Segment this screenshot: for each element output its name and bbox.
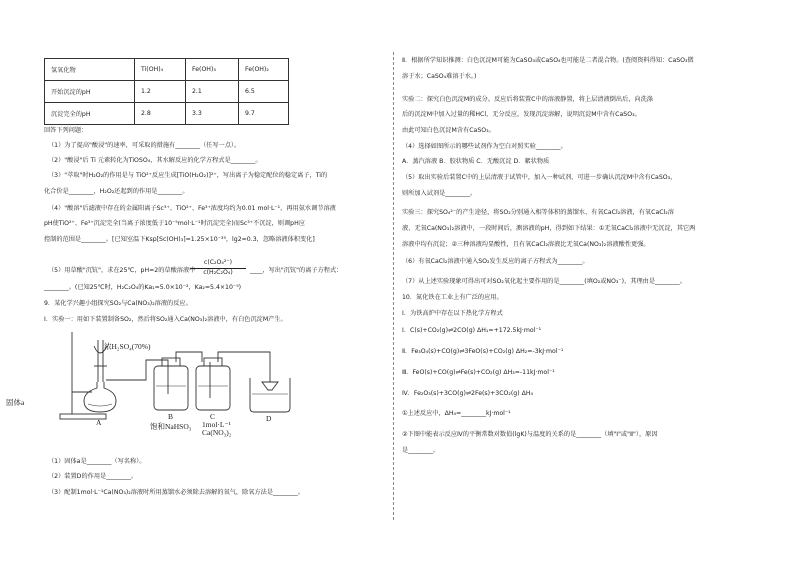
text-line: Ⅲ．FeO(s)+CO(g)⇌Fe(s)+CO₂(g) ΔH₃=-11kJ·mol⁻¹ <box>402 369 555 376</box>
apparatus-drawing <box>50 328 340 433</box>
text-line: （7）从上述实验现象可得出可对SO₂氧化起主要作用的是________(填O₂或NO₃⁻)，其理由是________。 <box>402 278 686 285</box>
text-line: 溶于水；CaSO₄难溶于水。) <box>402 73 477 80</box>
label-D: D <box>266 414 272 423</box>
text-line: Ⅰ．C(s)+CO₂(g)⇌2CO(g) ΔH₁=+172.5kJ·mol⁻¹ <box>402 327 542 334</box>
text-line: （2）"酸浸"后 Ti 元素转化为TiOSO₄，其水解反应的化学方程式是________。 <box>48 157 262 164</box>
table-row <box>45 81 289 103</box>
text-line: 溶液中均有沉淀；②三种溶液均显酸性，且有氧CaCl₂溶液比无氧Ca(NO₃)₂溶液酸性更强。 <box>402 241 650 248</box>
text-line: （5）用草酸"沉钪"，求在25℃，pH=2的草酸溶液中 <box>48 267 196 274</box>
label-B: B <box>168 412 174 421</box>
text-line: 实验二：探究白色沉淀M的成分。反应后将装置C中的溶液静置，将上层清液倒出后，向洗涤 <box>402 96 653 103</box>
label-C: C <box>210 412 216 421</box>
table-cell: 2.1 <box>186 81 239 103</box>
fraction-numerator: c(C₂O₄²⁻) <box>203 259 233 266</box>
table-row <box>45 103 289 125</box>
text-line: Ⅱ．Fe₃O₄(s)+CO(g)⇌3FeO(s)+CO₂(g) ΔH₂=-3kJ·mol⁻¹ <box>402 348 564 355</box>
table-cell: 1.2 <box>135 81 186 103</box>
table-header-row <box>45 59 289 81</box>
text-line: A．蒸汽溶液 B．胶状物质 C．无酸沉淀 D．絮状物质 <box>402 158 550 165</box>
text-line: 后的沉淀M中加入过量的稀HCl，无分反应，发现沉淀溶解，说明沉淀M中含有CaSO₃。 <box>402 111 641 118</box>
fraction-denominator: c(H₂C₂O₄) <box>203 269 233 276</box>
column-divider <box>393 52 394 520</box>
text-line: 则所加入试剂是________。 <box>402 190 477 197</box>
text-line: 液、无氧Ca(NO₃)₂溶液中，一段时间后，测溶液的pH，得到如下结果：①无氧CaCl₂溶液中无沉淀，其它两 <box>402 225 696 232</box>
table-header-cell: Fe(OH)₂ <box>239 59 289 81</box>
label-solid-a: 固体a <box>6 398 25 407</box>
text-line: Ⅳ．Fe₂O₃(s)+3CO(g)⇌2Fe(s)+3CO₂(g) ΔH₄ <box>402 390 533 397</box>
text-line: 9．某化学兴趣小组探究SO₂与Ca(NO₃)₂溶液的反应。 <box>44 300 192 307</box>
text-line: ②下图中能表示反应Ⅳ的平衡常数对数值(lgK)与温度的关系的是________（填"Ⅰ"或"Ⅱ"），原因 <box>402 431 658 438</box>
text-line: （6）有氧CaCl₂溶液中通入SO₂发生反应的离子方程式为________。 <box>402 258 589 265</box>
text-line: ________。(已知25℃时，H₂C₂O₄的Ka₁=5.0×10⁻²，Ka₂=5.4×10⁻⁵) <box>44 284 242 291</box>
label-B-reagent: 饱和NaHSO₃ <box>150 422 192 431</box>
table-cell: 开始沉淀的pH <box>45 81 135 103</box>
table-header-cell: 氢氧化物 <box>45 59 135 81</box>
table-cell: 2.8 <box>135 103 186 125</box>
text-line: 10．氮化铁在工业上有广泛的应用。 <box>402 294 503 301</box>
text-line: （1）固体a是________（写名称）。 <box>48 458 146 465</box>
label-C-conc: 1mol·L⁻¹ <box>202 420 231 429</box>
text-line: 由此可知白色沉淀M含有CaSO₃。 <box>402 127 495 134</box>
text-line: （3）"萃取"时H₂O₂的作用是与 TiO²⁺反应生成[TiO(H₂O₂)]²⁺，写出离子为稳定配位的稳定离子，Ti的 <box>48 172 328 179</box>
text-line: （4）选择如图所示的哪些试剂作为空白对照实验________。 <box>402 143 567 150</box>
text-line: 回答下列问题： <box>44 127 88 134</box>
text-line: 控制的范围是________。[已知室温下Ksp[Sc(OH)₃]=1.25×10⁻³³，lg2≈0.3，忽略溶液体积变化] <box>44 236 315 243</box>
text-line: Ⅰ．为铁高炉中存在以下热化学方程式 <box>402 310 503 317</box>
table-cell: 9.7 <box>239 103 289 125</box>
text-line: 化合价是________，H₂O₂还起到的作用是________。 <box>44 188 189 195</box>
text-line: 是________。 <box>402 447 440 454</box>
text-line: （5）取出实验后装置C中的上层清液于试管中，加入一种试剂，可进一步确认沉淀M中含有CaSO₃， <box>402 174 677 181</box>
text-line: （3）配制1mol·L⁻¹Ca(NO₃)₂溶液时所用蒸馏水必须除去溶解的氧气，除氧方法是________。 <box>48 489 304 496</box>
label-A: A <box>96 418 102 427</box>
table-cell: 6.5 <box>239 81 289 103</box>
text-line: ①上述反应中，ΔH₄=________kJ·mol⁻¹ <box>402 410 511 417</box>
text-line: pH使TiO²⁺、Fe³⁺沉淀完全(当离子浓度低于10⁻⁵mol·L⁻¹时沉淀完全)而Sc³⁺不沉淀，则调pH应 <box>44 220 305 227</box>
table-cell: 沉淀完全的pH <box>45 103 135 125</box>
text-line: （1）为了提高"酸浸"的速率，可采取的措施有________（任写一点）。 <box>48 142 241 149</box>
text-line: （4）"酸溶"后滤液中存在的金属阳离子Sc³⁺、TiO²⁺、Fe³⁺浓度均约为0.01 mol·L⁻¹，再用氨水调节溶液 <box>48 205 336 212</box>
text-line: Ⅱ．根据所学知识推测：白色沉淀M可能为CaSO₃或CaSO₄也可能是二者混合物。(查阅资料得知：CaSO₃微 <box>402 57 694 64</box>
text-line: Ⅰ．实验一：用如下装置制备SO₂，然后将SO₂通入Ca(NO₃)₂溶液中，有白色沉淀M产生。 <box>44 316 287 323</box>
text-line: ____，写出"沉钪"的离子方程式： <box>250 267 343 274</box>
hydroxide-ph-table <box>44 58 289 125</box>
table-header-cell: Ti(OH)₄ <box>135 59 186 81</box>
label-acid: 浓H₂SO₄(70%) <box>104 342 151 351</box>
label-C-reagent: Ca(NO₃)₂ <box>202 428 232 437</box>
text-line: （2）装置D的作用是________。 <box>48 473 138 480</box>
text-line: 实验三：探究SO₄²⁻的产生途径，将SO₂分别通入相等体积的蒸馏水、有氧CaCl₂溶液，有氧CaCl₂溶 <box>402 209 674 216</box>
table-header-cell: Fe(OH)₃ <box>186 59 239 81</box>
table-cell: 3.3 <box>186 103 239 125</box>
